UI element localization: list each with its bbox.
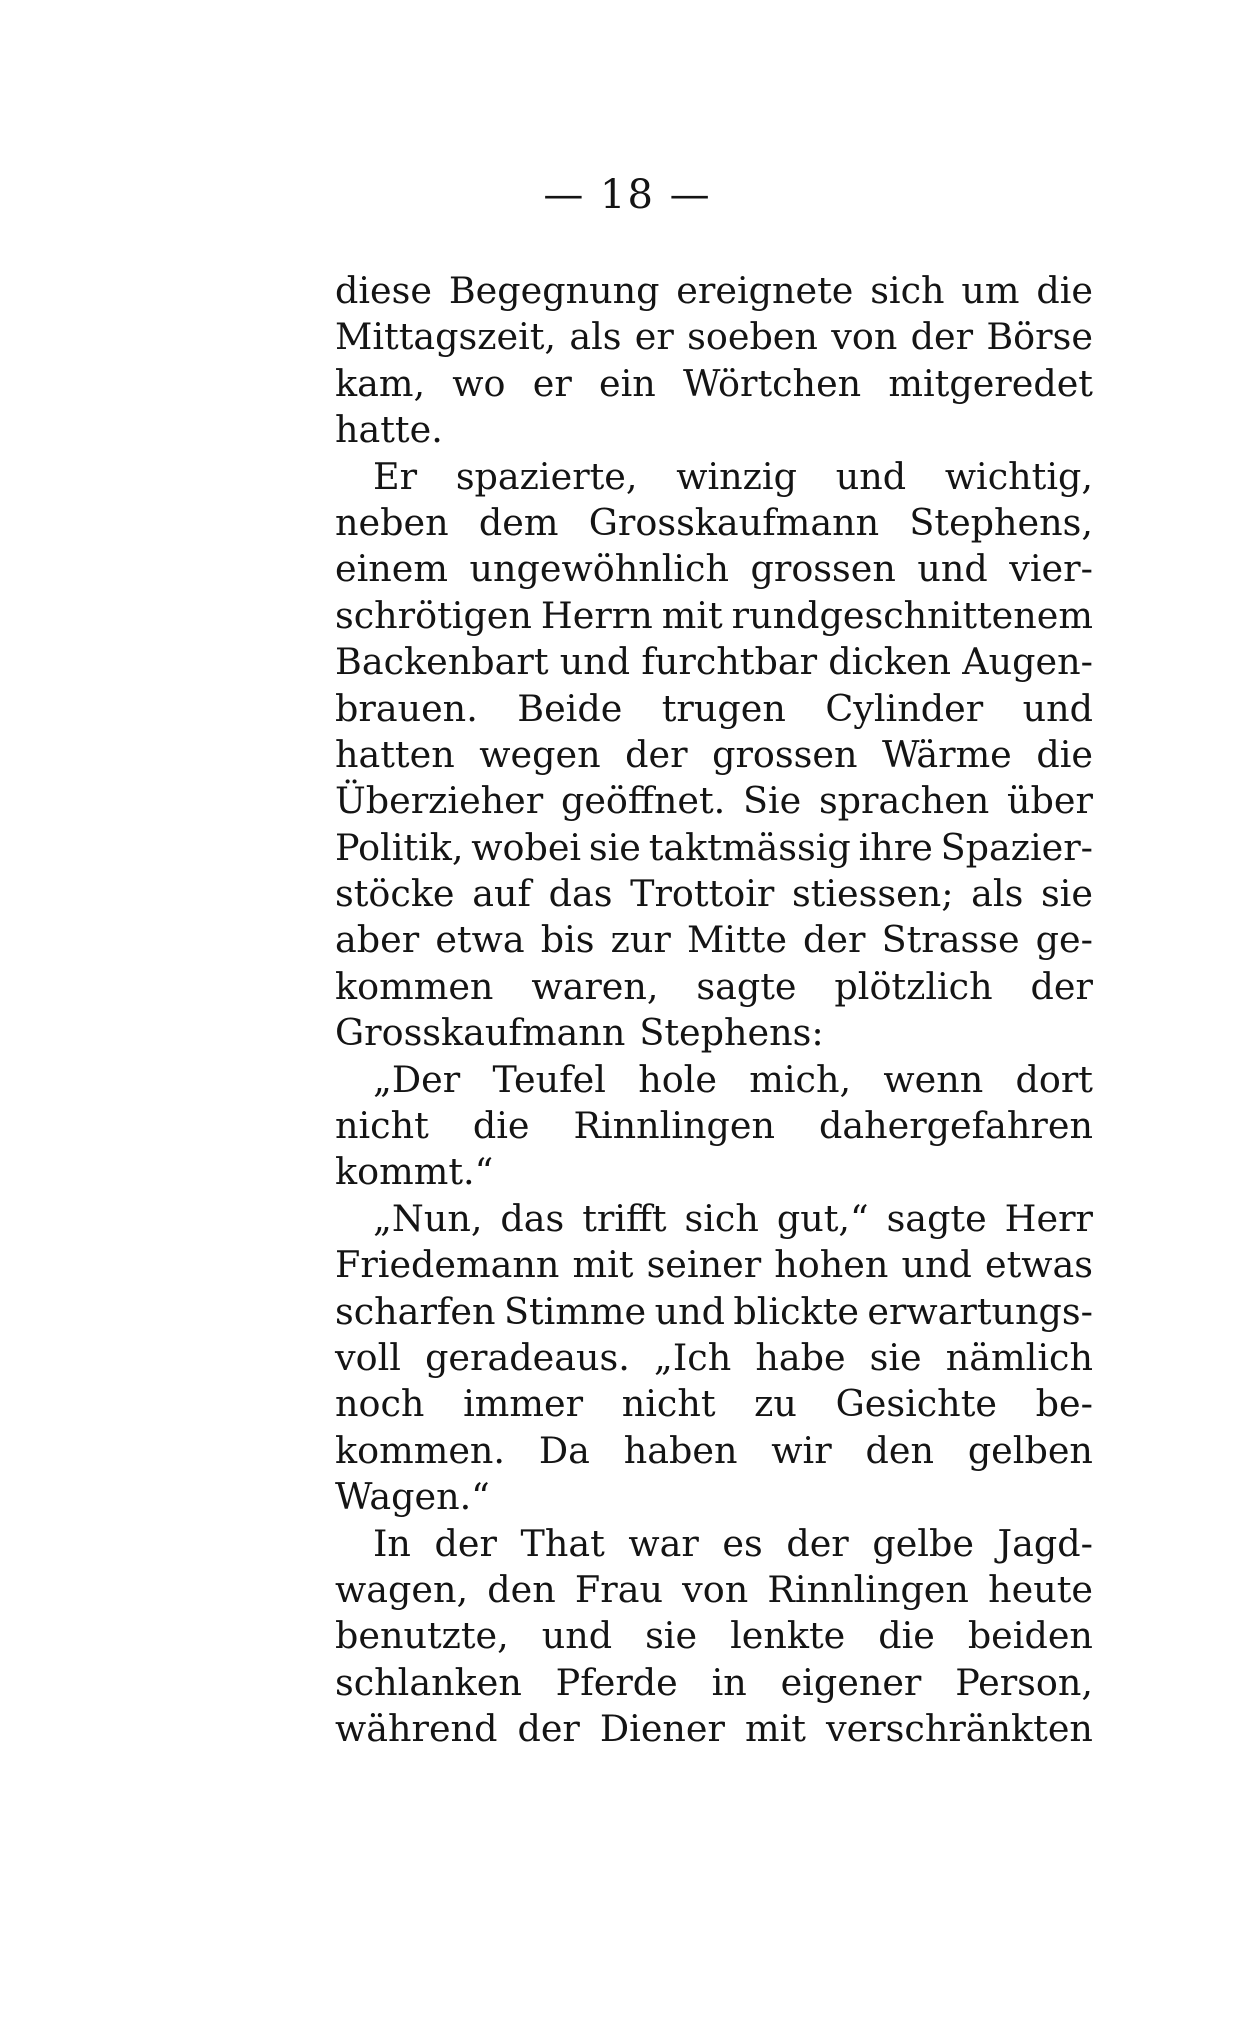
word: den — [865, 1428, 934, 1472]
word: gelbe — [872, 1521, 974, 1565]
word: Grosskaufmann — [335, 1011, 626, 1055]
word: noch — [335, 1382, 425, 1426]
word: der — [803, 918, 866, 962]
word: Rinnlingen — [573, 1104, 775, 1148]
word: gut,“ — [776, 1196, 869, 1240]
word: Augen- — [962, 640, 1093, 684]
text-line — [335, 268, 1093, 314]
word: Mitte — [686, 918, 787, 962]
word: hatten — [335, 732, 455, 776]
word: trifft — [582, 1196, 667, 1240]
word: wegen — [479, 732, 601, 776]
text-line — [335, 1706, 1093, 1752]
word: Da — [538, 1428, 590, 1472]
word: habe — [755, 1335, 846, 1379]
word: Friedemann — [335, 1243, 560, 1287]
text-line — [335, 639, 1093, 685]
word: wagen, — [335, 1567, 469, 1611]
word: kam, — [335, 361, 426, 405]
word: Börse — [986, 315, 1093, 359]
text-line — [335, 546, 1093, 592]
word: Grosskaufmann — [588, 500, 880, 544]
word: neben — [335, 500, 449, 544]
word: voll — [335, 1335, 401, 1379]
word: heute — [988, 1567, 1093, 1611]
text-line — [335, 1196, 1093, 1242]
text-line — [335, 361, 1093, 407]
word: erwartungs- — [867, 1289, 1093, 1333]
word: Gesichte — [835, 1382, 997, 1426]
word: verschränkten — [825, 1707, 1093, 1751]
word: aber — [335, 918, 420, 962]
word: Jagd- — [997, 1521, 1093, 1565]
word: er — [532, 361, 572, 405]
word: sie — [869, 1335, 922, 1379]
word: und — [1022, 686, 1093, 730]
word: „Der — [373, 1057, 461, 1101]
word: nicht — [335, 1104, 429, 1148]
word: Sie — [742, 779, 802, 823]
word: sprachen — [818, 779, 990, 823]
word: Stephens, — [909, 500, 1093, 544]
text-line — [335, 1149, 1093, 1195]
word: Wagen.“ — [335, 1475, 490, 1519]
word: Politik, — [335, 825, 464, 869]
word: der — [1030, 964, 1093, 1008]
word: als — [569, 315, 622, 359]
word: dahergefahren — [819, 1104, 1093, 1148]
word: der — [434, 1521, 497, 1565]
text-line — [335, 454, 1093, 500]
word: geradeaus. — [425, 1335, 630, 1379]
word: die — [878, 1614, 935, 1658]
text-line — [335, 1567, 1093, 1613]
word: Frau — [574, 1567, 663, 1611]
word: „Nun, — [373, 1196, 483, 1240]
text-line — [335, 1613, 1093, 1659]
text-line — [335, 1428, 1093, 1474]
word: ein — [598, 361, 656, 405]
word: Mittagszeit, — [335, 315, 557, 359]
word: ereignete — [676, 269, 854, 312]
text-line — [335, 1335, 1093, 1381]
text-line — [335, 1474, 1093, 1520]
word: diese — [335, 269, 432, 312]
word: etwas — [984, 1243, 1093, 1287]
word: Cylinder — [825, 686, 984, 730]
text-line — [335, 964, 1093, 1010]
word: das — [548, 872, 613, 916]
word: eigener — [780, 1660, 922, 1704]
word: war — [628, 1521, 699, 1565]
text-line — [335, 871, 1093, 917]
word: Teufel — [492, 1057, 606, 1101]
word: zur — [610, 918, 671, 962]
word: das — [500, 1196, 565, 1240]
word: nämlich — [945, 1335, 1093, 1379]
word: soeben — [687, 315, 818, 359]
word: und — [901, 1243, 972, 1287]
word: mit — [661, 593, 723, 637]
word: vier- — [1009, 547, 1093, 591]
word: immer — [463, 1382, 584, 1426]
word: hole — [638, 1057, 717, 1101]
word: plötzlich — [834, 964, 993, 1008]
word: während — [335, 1707, 498, 1751]
text-line — [335, 407, 1093, 453]
word: spazierte, — [455, 454, 638, 498]
word: Spazier- — [940, 825, 1093, 869]
word: und — [654, 1289, 725, 1333]
word: ge- — [1035, 918, 1093, 962]
word: die — [472, 1104, 530, 1148]
word: einem — [335, 547, 448, 591]
text-line — [335, 314, 1093, 360]
word: In — [373, 1521, 411, 1565]
page-number: — 18 — — [543, 172, 712, 218]
word: kommen — [335, 964, 494, 1008]
word: brauen. — [335, 686, 478, 730]
word: rundgeschnittenem — [731, 593, 1093, 637]
word: dort — [1015, 1057, 1093, 1101]
word: lenkte — [730, 1614, 846, 1658]
text-line — [335, 593, 1093, 639]
word: stöcke — [335, 872, 455, 916]
word: geöffnet. — [560, 779, 726, 823]
word: Beide — [517, 686, 623, 730]
word: hatte. — [335, 408, 443, 452]
word: Er — [373, 454, 418, 498]
word: furchtbar — [641, 640, 818, 684]
word: ungewöhnlich — [469, 547, 730, 591]
word: schrötigen — [335, 593, 532, 637]
word: sagte — [886, 1196, 987, 1240]
word: sich — [684, 1196, 759, 1240]
word: es — [722, 1521, 763, 1565]
text-line — [335, 1521, 1093, 1567]
word: waren, — [531, 964, 659, 1008]
text-line — [335, 1057, 1093, 1103]
word: Backenbart — [335, 640, 549, 684]
word: Rinnlingen — [767, 1567, 969, 1611]
word: mitgeredet — [888, 361, 1093, 405]
text-line — [335, 732, 1093, 778]
word: über — [1007, 779, 1093, 823]
word: die — [1036, 269, 1093, 312]
text-line — [335, 1242, 1093, 1288]
text-line — [335, 1660, 1093, 1706]
word: gelben — [967, 1428, 1093, 1472]
word: trugen — [661, 686, 786, 730]
text-line — [335, 1381, 1093, 1427]
text-line — [335, 917, 1093, 963]
word: kommen. — [335, 1428, 506, 1472]
word: mich, — [749, 1057, 852, 1101]
word: und — [917, 547, 988, 591]
text-line — [335, 1103, 1093, 1149]
word: wichtig, — [944, 454, 1093, 498]
word: schlanken — [335, 1660, 522, 1704]
word: den — [487, 1567, 556, 1611]
text-line — [335, 825, 1093, 871]
word: von — [682, 1567, 749, 1611]
word: Pferde — [555, 1660, 678, 1704]
word: beiden — [967, 1614, 1093, 1658]
word: wo — [452, 361, 506, 405]
word: Diener — [599, 1707, 725, 1751]
word: Stimme — [503, 1289, 647, 1333]
word: um — [961, 269, 1020, 312]
word: haben — [623, 1428, 738, 1472]
word: sich — [870, 269, 945, 312]
word: die — [1036, 732, 1093, 776]
word: zu — [754, 1382, 797, 1426]
word: ihre — [858, 825, 933, 869]
word: scharfen — [335, 1289, 496, 1333]
word: als — [971, 872, 1024, 916]
word: Wärme — [882, 732, 1012, 776]
word: wobei — [471, 825, 582, 869]
word: benutzte, — [335, 1614, 509, 1658]
text-line — [335, 500, 1093, 546]
word: Strasse — [881, 918, 1020, 962]
word: Überzieher — [335, 779, 544, 823]
word: der — [910, 315, 974, 359]
word: Herrn — [540, 593, 653, 637]
word: grossen — [712, 732, 858, 776]
word: sie — [645, 1614, 698, 1658]
word: Herr — [1004, 1196, 1093, 1240]
word: Trottoir — [630, 872, 775, 916]
text-line — [335, 778, 1093, 824]
word: kommt.“ — [335, 1150, 494, 1194]
word: sagte — [696, 964, 797, 1008]
text-line — [335, 1289, 1093, 1335]
word: „Ich — [653, 1335, 732, 1379]
word: grossen — [750, 547, 896, 591]
word: auf — [472, 872, 531, 916]
word: der — [517, 1707, 580, 1751]
word: dicken — [828, 640, 952, 684]
word: sie — [588, 825, 641, 869]
word: Begegnung — [448, 269, 660, 312]
word: etwa — [435, 918, 525, 962]
word: Wörtchen — [682, 361, 862, 405]
word: wenn — [883, 1057, 984, 1101]
word: be- — [1035, 1382, 1093, 1426]
word: bis — [540, 918, 595, 962]
word: stiessen; — [791, 872, 954, 916]
word: er — [634, 315, 674, 359]
word: nicht — [621, 1382, 716, 1426]
word: winzig — [676, 454, 797, 498]
word: wir — [771, 1428, 832, 1472]
word: der — [786, 1521, 849, 1565]
word: der — [625, 732, 688, 776]
word: sie — [1040, 872, 1093, 916]
word: dem — [478, 500, 559, 544]
word: und — [835, 454, 907, 498]
text-line — [335, 686, 1093, 732]
word: taktmässig — [648, 825, 851, 869]
word: von — [831, 315, 898, 359]
word: Person, — [955, 1660, 1093, 1704]
word: Stephens: — [639, 1011, 824, 1055]
word: hohen — [774, 1243, 889, 1287]
word: und — [541, 1614, 613, 1658]
word: That — [520, 1521, 605, 1565]
word: seiner — [646, 1243, 762, 1287]
word: blickte — [733, 1289, 859, 1333]
word: mit — [572, 1243, 634, 1287]
word: mit — [745, 1707, 806, 1751]
body-text — [335, 268, 1093, 1753]
text-line — [335, 1010, 1093, 1056]
word: in — [711, 1660, 747, 1704]
word: und — [559, 640, 631, 684]
